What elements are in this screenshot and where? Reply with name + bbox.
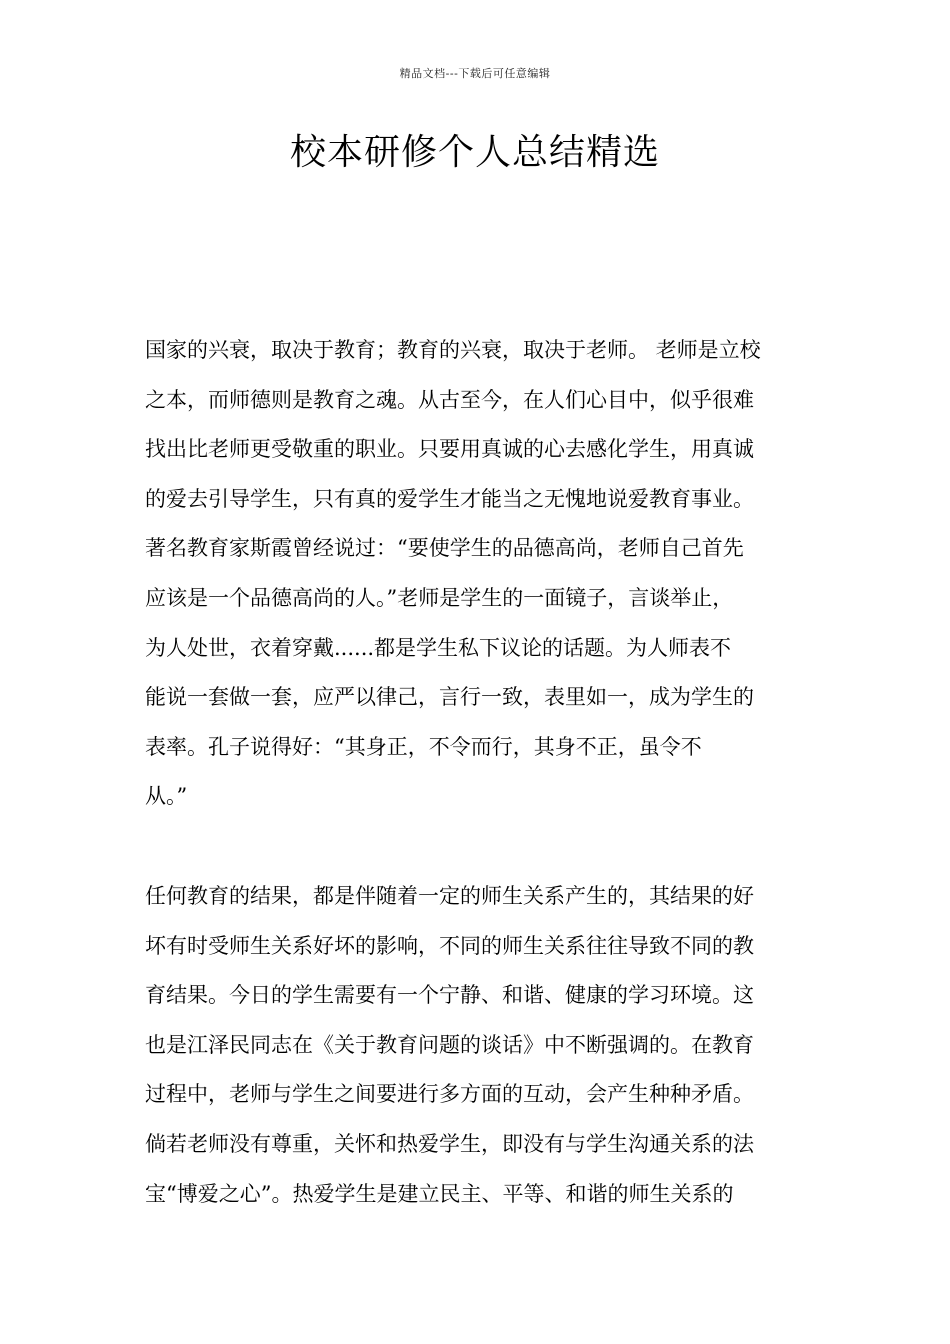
paragraph-line: 也是江泽民同志在《关于教育问题的谈话》中不断强调的。在教育: [145, 1032, 754, 1057]
paragraph-line: 国家的兴衰，取决于教育；教育的兴衰，取决于老师。 老师是立校: [145, 338, 761, 362]
paragraph-line: 之本，而师德则是教育之魂。从古至今，在人们心目中，似乎很难: [145, 387, 754, 412]
paragraph-line: 为人处世，衣着穿戴......都是学生私下议论的话题。为人师表不: [145, 635, 732, 660]
paragraph-1: [145, 326, 807, 822]
paragraph-line: 育结果。今日的学生需要有一个宁静、和谐、健康的学习环境。这: [145, 983, 754, 1008]
document-title: 校本研修个人总结精选: [289, 132, 660, 173]
paragraph-line: 任何教育的结果，都是伴随着一定的师生关系产生的，其结果的好: [145, 884, 754, 908]
paragraph-line: 从。”: [145, 784, 188, 809]
paragraph-line: 找出比老师更受敬重的职业。只要用真诚的心去感化学生，用真诚: [145, 437, 754, 462]
header-note: 精品文档---下载后可任意编辑: [399, 67, 551, 80]
paragraph-line: 过程中，老师与学生之间要进行多方面的互动，会产生种种矛盾。: [145, 1082, 754, 1107]
paragraph-line: 的爱去引导学生，只有真的爱学生才能当之无愧地说爱教育事业。: [145, 486, 754, 511]
paragraph-line: 表率。孔子说得好：“其身正，不令而行，其身不正，虽令不: [145, 734, 702, 759]
paragraph-line: 著名教育家斯霞曾经说过：“要使学生的品德高尚，老师自己首先: [145, 536, 744, 561]
paragraph-line: 坏有时受师生关系好坏的影响，不同的师生关系往往导致不同的教: [145, 933, 754, 958]
paragraph-line: 能说一套做一套，应严以律己，言行一致，表里如一，成为学生的: [145, 685, 754, 710]
paragraph-line: 宝“博爱之心”。热爱学生是建立民主、平等、和谐的师生关系的: [145, 1181, 734, 1206]
paragraph-line: 倘若老师没有尊重，关怀和热爱学生，即没有与学生沟通关系的法: [145, 1131, 754, 1156]
paragraph-2: [145, 872, 807, 1219]
paragraph-line: 应该是一个品德高尚的人。”老师是学生的一面镜子，言谈举止，: [145, 585, 734, 610]
